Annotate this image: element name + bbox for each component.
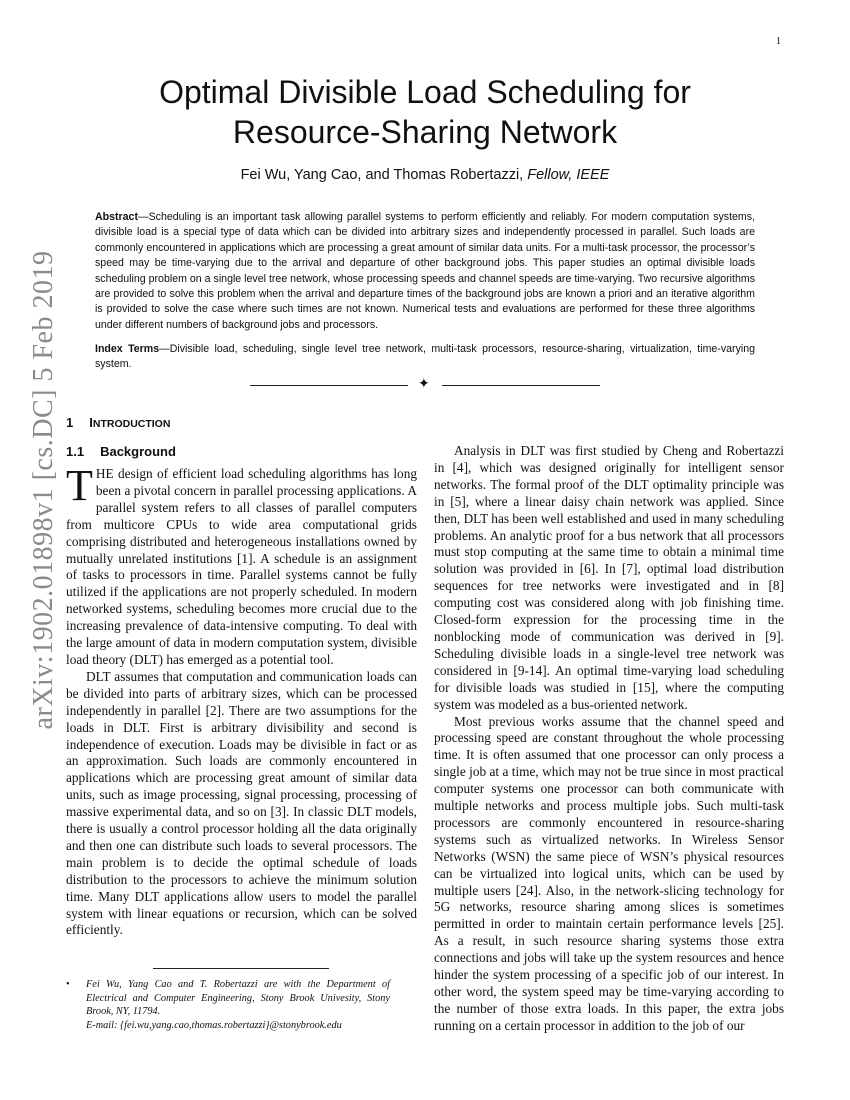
footnote-affiliation: Fei Wu, Yang Cao and T. Robertazzi are with the Department of Electrical and Computer Engineering, Stony Brook Univesity, Stony Brook, NY, 11794.: [86, 979, 390, 1018]
subsection-title: Background: [100, 444, 176, 459]
page-number: 1: [776, 36, 781, 47]
footnote-email[interactable]: E-mail: {fei.wu,yang.cao,thomas.robertazzi}@stonybrook.edu: [86, 1019, 342, 1031]
subsection-number: 1.1: [66, 444, 85, 459]
paper-title: [0, 72, 850, 152]
author-list: [0, 167, 850, 183]
title-line-2: Resource-Sharing Network: [232, 114, 618, 150]
right-column: [434, 443, 784, 1035]
section-title-initial: I: [89, 415, 93, 430]
footnote-rule: [153, 968, 329, 969]
footnote-bullet-icon: •: [66, 979, 70, 990]
smallcaps-lead: HE: [95, 466, 114, 481]
paragraph: [66, 461, 417, 669]
abstract-text: —Scheduling is an important task allowing parallel systems to perform efficiently and reliably. For modern computation systems, divisible load is a special type of data which can be divided into arbitrary sizes and independently processed in parallel. Such loads are commonly encountered in applications which are processing a great amount of similar data units. For a multi-task processor, the processor’s speed may be time-varying due to the arrival and departure of other background jobs. This paper studies an optimal divisible loads scheduling problem on a single level tree network, whose processing speeds and channel speeds are time-varying. Two recursive algorithms are provided to solve this problem when the arrival and departure times of the background jobs are known a priori and an iterative algorithm is provided to solve the case where such times are not known. Numerical tests and evaluations are performed for these three algorithms under different numbers of background jobs and processors.: [95, 211, 755, 331]
paragraph: Most previous works assume that the channel speed and processing speed are constant throughout the whole processing time. It is often assumed that one processor can only process a single job at a time, which may not be true since in most practical computer systems one processor can both communicate with multiple networks and process multiple jobs. Such multi-task processors are commonly encountered in resource-sharing systems such as virtualized networks. In Wireless Sensor Networks (WSN) the same piece of WSN’s physical resources can be virtualized into logical units, which can be used by multiple users [24]. Also, in the network-slicing technology for 5G networks, resource sharing among slices is sometimes permitted in order to maintain certain performance levels [25]. As a result, in such resource sharing systems those extra connections and jobs will take up the system resources and hence hinder the system processing of a specific job of our interest. In other word, the system speed may be time-varying according to the number of those extra loads. In this paper, the extra jobs running on a certain processor in addition to the job of our: [434, 713, 784, 1033]
index-terms: [95, 342, 755, 373]
paragraph: DLT assumes that computation and communication loads can be divided into parts of arbitrary sizes, which can be processed independently in parallel [2]. There are two assumptions for the loads in DLT. First is arbitrary divisibility and second is independence of execution. Loads may be divisible in fact or as an approximation. Such loads are commonly encountered in applications which are processing great amount of similar data units, such as image processing, signal processing, processing of massive experimental data, and so on [3]. In classic DLT models, there is usually a control processor holding all the data originally and then one can distribute such loads to several processors. The main problem is to decide the optimal schedule of loads distribution to the processors to achieve the minimum solution time. Many DLT applications allow users to model the parallel system with linear equations or recursion, which can be solved efficiently.: [66, 668, 417, 938]
footnote: [66, 978, 390, 1032]
divider-diamond-icon: ✦: [418, 377, 430, 392]
section-divider: [250, 378, 600, 394]
author-names: Fei Wu, Yang Cao, and Thomas Robertazzi,: [240, 167, 524, 183]
divider-line-right: [442, 385, 600, 386]
abstract-label: Abstract: [95, 211, 138, 223]
section-heading-introduction: [66, 415, 170, 430]
drop-cap: T: [66, 461, 93, 510]
index-terms-label: Index Terms: [95, 343, 160, 355]
divider-line-left: [250, 385, 408, 386]
index-terms-text: —Divisible load, scheduling, single level tree network, multi-task processors, resource-sharing, virtualization, time-varying system.: [95, 343, 755, 371]
paragraph-text: design of efficient load scheduling algorithms has long been a pivotal concern in parallel processing applications. A parallel system refers to all classes of parallel computers from multicore CPUs to wide area computational grids comprising distributed and heterogeneous installations owned by mutually unrelated institutions [1]. A schedule is an assignment of tasks to processors in time. Parallel systems cannot be fully utilized if the applications are not properly scheduled. In modern networked systems, scheduling becomes more crucial due to the increasing prevalence of data-intensive computing. To deal with the large amount of data in modern computation system, divisible load theory (DLT) has emerged as a potential tool.: [66, 466, 417, 667]
left-column: [66, 461, 417, 939]
section-title-rest: NTRODUCTION: [92, 418, 171, 430]
abstract: [95, 210, 755, 333]
section-number: 1: [66, 415, 74, 430]
author-membership: Fellow, IEEE: [527, 167, 610, 183]
subsection-heading-background: [66, 444, 176, 459]
arxiv-identifier-stamp[interactable]: arXiv:1902.01898v1 [cs.DC] 5 Feb 2019: [28, 250, 59, 730]
paragraph: Analysis in DLT was first studied by Cheng and Robertazzi in [4], which was designed originally for intelligent sensor networks. The formal proof of the DLT optimality principle was in [5], where a linear daisy chain network was applied. Since then, DLT has been well established and used in many scheduling problems. An analytic proof for a bus network that all processors must stop computing at the same time to obtain a minimal time solution was provided in [6]. In [7], optimal load distribution sequences for tree networks were investigated and in [8] computing cost was considered along with job finishing time. Closed-form expression for the processing time in the nonblocking mode of communication was derived in [9]. Scheduling divisible loads in a single-level tree network was considered in [9-14]. An optimal time-varying load scheduling for divisible loads was studied in [15], where the computing system was modeled as a bus-oriented network.: [434, 443, 784, 712]
title-line-1: Optimal Divisible Load Scheduling for: [159, 74, 691, 110]
